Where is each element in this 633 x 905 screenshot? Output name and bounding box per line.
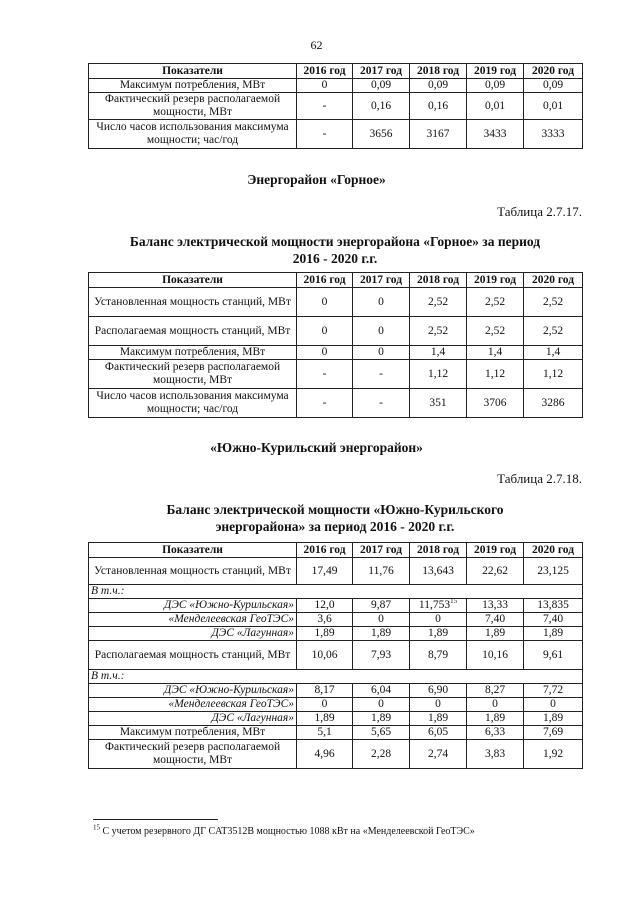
footnote-ref: 15: [450, 598, 458, 606]
row-label: Установленная мощность станций, МВт: [89, 288, 297, 317]
cell: 1,89: [410, 712, 467, 726]
col-header: 2016 год: [297, 543, 353, 558]
cell: 2,52: [467, 317, 524, 346]
caption-line: 2016 - 2020 г.г.: [292, 251, 378, 266]
caption-line: Баланс электрической мощности энергорайона «Горное» за период: [129, 234, 541, 249]
cell: 3,83: [467, 740, 524, 769]
cell: 0: [297, 79, 353, 93]
cell: 1,4: [410, 346, 467, 360]
cell: 6,04: [353, 684, 410, 698]
table-number-2-7-18: Таблица 2.7.18.: [497, 471, 582, 486]
cell: 0: [410, 613, 467, 627]
cell: 3333: [524, 120, 583, 149]
cell: 9,61: [524, 641, 583, 670]
cell: 0: [353, 288, 410, 317]
cell: -: [353, 389, 410, 418]
cell: 3,6: [297, 613, 353, 627]
cell: 8,79: [410, 641, 467, 670]
row-label: ДЭС «Лагунная»: [89, 627, 297, 641]
cell: 0,01: [524, 93, 583, 120]
cell: 3706: [467, 389, 524, 418]
col-header: 2016 год: [297, 273, 353, 288]
footnote-separator: [93, 819, 218, 820]
row-label: «Менделеевская ГеоТЭС»: [89, 698, 297, 712]
table-row: [89, 740, 583, 769]
cell: 0: [297, 698, 353, 712]
cell: 0: [353, 317, 410, 346]
cell: 6,05: [410, 726, 467, 740]
table-row: [89, 360, 583, 389]
table-gornoe: [88, 272, 583, 418]
table-row: [89, 641, 583, 670]
cell: 2,52: [524, 288, 583, 317]
cell: 0: [297, 346, 353, 360]
cell: 0,09: [353, 79, 410, 93]
cell: 2,52: [410, 288, 467, 317]
table-caption-kuril: [88, 501, 582, 535]
table-row: [89, 79, 583, 93]
cell: 7,69: [524, 726, 583, 740]
cell: 2,52: [524, 317, 583, 346]
cell: 1,89: [467, 627, 524, 641]
table-row: [89, 613, 583, 627]
col-header: 2018 год: [410, 64, 467, 79]
cell: 0,01: [467, 93, 524, 120]
table-row: [89, 346, 583, 360]
cell: 7,40: [524, 613, 583, 627]
cell: 0: [297, 288, 353, 317]
cell: 1,4: [524, 346, 583, 360]
cell: 2,52: [467, 288, 524, 317]
table-continued: [88, 63, 583, 149]
cell: 1,12: [524, 360, 583, 389]
cell: 0,16: [410, 93, 467, 120]
row-label: Число часов использования максимума мощности; час/год: [89, 389, 297, 418]
table-row: [89, 585, 583, 599]
cell: 1,89: [524, 627, 583, 641]
cell: 1,89: [353, 712, 410, 726]
col-header: 2018 год: [410, 273, 467, 288]
cell: 7,40: [467, 613, 524, 627]
table-header-row: [89, 64, 583, 79]
cell: 8,17: [297, 684, 353, 698]
table-row: [89, 712, 583, 726]
table-row: [89, 670, 583, 684]
cell: 3167: [410, 120, 467, 149]
cell: 1,12: [410, 360, 467, 389]
cell: 9,87: [353, 599, 410, 613]
cell: 3286: [524, 389, 583, 418]
col-header: 2016 год: [297, 64, 353, 79]
col-header: 2017 год: [353, 543, 410, 558]
cell: 7,72: [524, 684, 583, 698]
cell: -: [297, 360, 353, 389]
cell: 0: [524, 698, 583, 712]
caption-line: Баланс электрической мощности «Южно-Курильского: [166, 502, 504, 517]
subtotal-note: В т.ч.:: [89, 585, 583, 599]
cell: 0,09: [524, 79, 583, 93]
col-header: Показатели: [89, 543, 297, 558]
cell-value: 11,753: [418, 599, 451, 611]
row-label: Максимум потребления, МВт: [89, 726, 297, 740]
cell: 10,06: [297, 641, 353, 670]
table-row: [89, 684, 583, 698]
row-label: Фактический резерв располагаемой мощности, МВт: [89, 360, 297, 389]
footnote: [93, 823, 475, 837]
cell: 1,89: [410, 627, 467, 641]
cell: 0: [353, 698, 410, 712]
cell: 1,89: [297, 712, 353, 726]
table-row: [89, 389, 583, 418]
col-header: 2019 год: [467, 543, 524, 558]
row-label: ДЭС «Южно-Курильская»: [89, 684, 297, 698]
col-header: 2019 год: [467, 273, 524, 288]
cell: 1,89: [467, 712, 524, 726]
footnote-marker: 15: [93, 823, 100, 832]
cell: 12,0: [297, 599, 353, 613]
col-header: 2018 год: [410, 543, 467, 558]
row-label: Фактический резерв располагаемой мощности, МВт: [89, 740, 297, 769]
cell: 5,1: [297, 726, 353, 740]
col-header: 2020 год: [524, 64, 583, 79]
cell: 0,09: [467, 79, 524, 93]
table-row: [89, 317, 583, 346]
row-label: Максимум потребления, МВт: [89, 79, 297, 93]
cell: 1,89: [353, 627, 410, 641]
cell: 0: [410, 698, 467, 712]
table-row: [89, 120, 583, 149]
cell: 2,28: [353, 740, 410, 769]
table-kuril: [88, 542, 583, 769]
page-number: 62: [310, 38, 323, 52]
cell: 6,33: [467, 726, 524, 740]
cell: 13,835: [524, 599, 583, 613]
cell: [410, 599, 467, 613]
section-heading-gornoe: Энергорайон «Горное»: [247, 172, 386, 187]
cell: -: [297, 389, 353, 418]
cell: 7,93: [353, 641, 410, 670]
cell: 11,76: [353, 558, 410, 585]
cell: 10,16: [467, 641, 524, 670]
subtotal-note: В т.ч.:: [89, 670, 583, 684]
table-caption-gornoe: [88, 233, 582, 267]
row-label: Число часов использования максимума мощности; час/год: [89, 120, 297, 149]
col-header: 2017 год: [353, 64, 410, 79]
footnote-text: С учетом резервного ДГ CAT3512B мощностью 1088 кВт на «Менделеевской ГеоТЭС»: [102, 826, 475, 837]
cell: 2,74: [410, 740, 467, 769]
row-label: ДЭС «Южно-Курильская»: [89, 599, 297, 613]
cell: 351: [410, 389, 467, 418]
col-header: 2019 год: [467, 64, 524, 79]
col-header: Показатели: [89, 273, 297, 288]
cell: 22,62: [467, 558, 524, 585]
table-row: [89, 627, 583, 641]
row-label: «Менделеевская ГеоТЭС»: [89, 613, 297, 627]
cell: 0: [353, 613, 410, 627]
cell: 3656: [353, 120, 410, 149]
cell: 2,52: [410, 317, 467, 346]
section-heading-kuril: «Южно-Курильский энергорайон»: [210, 440, 423, 455]
col-header: Показатели: [89, 64, 297, 79]
cell: 13,33: [467, 599, 524, 613]
caption-line: энергорайона» за период 2016 - 2020 г.г.: [215, 519, 455, 534]
cell: 23,125: [524, 558, 583, 585]
table-number-2-7-17: Таблица 2.7.17.: [497, 204, 582, 219]
cell: 4,96: [297, 740, 353, 769]
cell: -: [297, 120, 353, 149]
cell: 13,643: [410, 558, 467, 585]
cell: 0: [467, 698, 524, 712]
table-row: [89, 93, 583, 120]
cell: 0,09: [410, 79, 467, 93]
row-label: Фактический резерв располагаемой мощности, МВт: [89, 93, 297, 120]
table-header-row: [89, 543, 583, 558]
table-row: [89, 599, 583, 613]
cell: -: [353, 360, 410, 389]
cell: 8,27: [467, 684, 524, 698]
cell: 1,89: [297, 627, 353, 641]
table-row: [89, 726, 583, 740]
cell: 0,16: [353, 93, 410, 120]
cell: 1,12: [467, 360, 524, 389]
cell: 1,4: [467, 346, 524, 360]
table-header-row: [89, 273, 583, 288]
col-header: 2017 год: [353, 273, 410, 288]
cell: -: [297, 93, 353, 120]
table-row: [89, 698, 583, 712]
cell: 1,92: [524, 740, 583, 769]
table-row: [89, 288, 583, 317]
cell: 5,65: [353, 726, 410, 740]
table-row: [89, 558, 583, 585]
col-header: 2020 год: [524, 273, 583, 288]
cell: 0: [353, 346, 410, 360]
row-label: Установленная мощность станций, МВт: [89, 558, 297, 585]
row-label: Располагаемая мощность станций, МВт: [89, 641, 297, 670]
row-label: Располагаемая мощность станций, МВт: [89, 317, 297, 346]
col-header: 2020 год: [524, 543, 583, 558]
cell: 3433: [467, 120, 524, 149]
row-label: ДЭС «Лагунная»: [89, 712, 297, 726]
cell: 0: [297, 317, 353, 346]
cell: 17,49: [297, 558, 353, 585]
row-label: Максимум потребления, МВт: [89, 346, 297, 360]
cell: 6,90: [410, 684, 467, 698]
cell: 1,89: [524, 712, 583, 726]
